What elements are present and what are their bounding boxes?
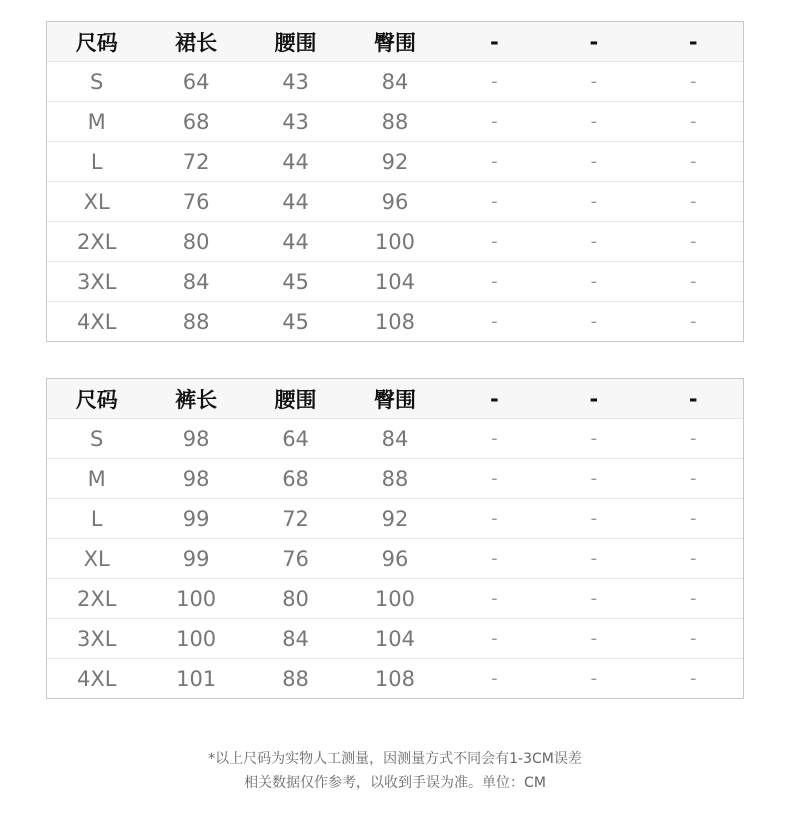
table-cell: - bbox=[689, 508, 697, 529]
table-row bbox=[47, 458, 743, 498]
table-cell: - bbox=[590, 468, 598, 489]
table-cell: - bbox=[491, 71, 498, 92]
table-cell: XL bbox=[83, 189, 110, 214]
table-cell: 76 bbox=[182, 189, 210, 214]
header-cell: - bbox=[490, 386, 499, 411]
table-header-row bbox=[47, 22, 743, 61]
table-cell: 4XL bbox=[76, 666, 117, 691]
table-cell: - bbox=[689, 468, 697, 489]
table-cell: - bbox=[689, 548, 697, 569]
table-cell: - bbox=[689, 628, 697, 649]
table-cell: 44 bbox=[282, 189, 309, 214]
table-cell: - bbox=[491, 668, 498, 689]
table-cell: - bbox=[590, 311, 598, 332]
header-cell: 腰围 bbox=[274, 387, 317, 412]
table-cell: - bbox=[590, 271, 598, 292]
table-header-row bbox=[47, 379, 743, 418]
header-cell: 臀围 bbox=[373, 30, 416, 55]
table-row bbox=[47, 101, 743, 141]
table-row bbox=[47, 578, 743, 618]
table-cell: 108 bbox=[374, 309, 416, 334]
table-cell: 3XL bbox=[76, 269, 117, 294]
header-cell: 裙长 bbox=[175, 30, 218, 55]
table-cell: 64 bbox=[182, 69, 210, 94]
header-cell: 尺码 bbox=[75, 30, 118, 55]
table-cell: 45 bbox=[282, 269, 309, 294]
table-cell: - bbox=[689, 191, 697, 212]
table-row bbox=[47, 61, 743, 101]
table-cell: - bbox=[689, 111, 697, 132]
table-cell: - bbox=[689, 231, 697, 252]
header-cell: - bbox=[688, 386, 698, 411]
table-cell: 88 bbox=[282, 666, 309, 691]
table-cell: - bbox=[689, 428, 697, 449]
table-cell: 98 bbox=[182, 426, 210, 451]
table-cell: 104 bbox=[374, 269, 416, 294]
table-cell: 100 bbox=[176, 626, 217, 651]
table-cell: - bbox=[689, 71, 697, 92]
table-cell: 44 bbox=[282, 149, 309, 174]
table-cell: - bbox=[491, 428, 498, 449]
table-cell: 101 bbox=[176, 666, 217, 691]
table-row bbox=[47, 261, 743, 301]
skirt-size-table bbox=[46, 21, 744, 342]
table-cell: XL bbox=[83, 546, 110, 571]
header-cell: 裤长 bbox=[175, 387, 218, 412]
header-cell: - bbox=[589, 386, 599, 411]
header-cell: 臀围 bbox=[373, 387, 416, 412]
table-cell: 104 bbox=[374, 626, 416, 651]
table-cell: 100 bbox=[374, 229, 416, 254]
table-cell: - bbox=[491, 588, 498, 609]
table-cell: 84 bbox=[381, 426, 409, 451]
table-cell: 3XL bbox=[76, 626, 117, 651]
table-cell: - bbox=[689, 588, 697, 609]
table-cell: S bbox=[90, 426, 104, 451]
table-cell: 108 bbox=[374, 666, 416, 691]
table-cell: - bbox=[590, 231, 598, 252]
table-cell: - bbox=[590, 668, 598, 689]
table-cell: - bbox=[689, 151, 697, 172]
table-cell: - bbox=[491, 508, 498, 529]
table-cell: 44 bbox=[282, 229, 309, 254]
table-cell: - bbox=[590, 111, 598, 132]
table-cell: - bbox=[491, 111, 498, 132]
table-cell: 45 bbox=[282, 309, 309, 334]
measurement-disclaimer: *以上尺码为实物人工测量，因测量方式不同会有1-3CM误差 bbox=[208, 751, 582, 767]
table-cell: 43 bbox=[282, 109, 309, 134]
table-cell: 76 bbox=[282, 546, 309, 571]
header-cell: 尺码 bbox=[75, 387, 118, 412]
table-cell: 98 bbox=[182, 466, 210, 491]
table-cell: - bbox=[491, 468, 498, 489]
table-cell: 88 bbox=[381, 466, 409, 491]
table-cell: M bbox=[87, 466, 106, 491]
table-cell: - bbox=[491, 548, 498, 569]
table-cell: - bbox=[590, 428, 598, 449]
table-cell: 84 bbox=[282, 626, 309, 651]
table-cell: 43 bbox=[282, 69, 309, 94]
table-cell: - bbox=[491, 311, 498, 332]
table-cell: L bbox=[90, 506, 103, 531]
table-cell: 72 bbox=[282, 506, 309, 531]
header-cell: - bbox=[490, 29, 499, 54]
table-cell: 100 bbox=[176, 586, 217, 611]
table-cell: - bbox=[491, 628, 498, 649]
table-cell: - bbox=[590, 191, 598, 212]
table-cell: 84 bbox=[381, 69, 409, 94]
header-cell: - bbox=[688, 29, 698, 54]
table-cell: - bbox=[590, 508, 598, 529]
table-row bbox=[47, 301, 743, 341]
table-row bbox=[47, 141, 743, 181]
table-cell: 2XL bbox=[76, 586, 117, 611]
table-cell: 100 bbox=[374, 586, 416, 611]
table-cell: - bbox=[491, 231, 498, 252]
table-cell: - bbox=[491, 191, 498, 212]
table-row bbox=[47, 538, 743, 578]
table-row bbox=[47, 221, 743, 261]
table-cell: 96 bbox=[381, 189, 409, 214]
table-cell: 2XL bbox=[76, 229, 117, 254]
header-cell: - bbox=[589, 29, 599, 54]
table-cell: - bbox=[590, 628, 598, 649]
table-row bbox=[47, 618, 743, 658]
table-row bbox=[47, 498, 743, 538]
table-cell: 4XL bbox=[76, 309, 117, 334]
pants-size-table bbox=[46, 378, 744, 699]
table-cell: 64 bbox=[282, 426, 309, 451]
table-cell: 99 bbox=[182, 506, 210, 531]
table-cell: M bbox=[87, 109, 106, 134]
table-cell: - bbox=[590, 71, 598, 92]
table-cell: - bbox=[590, 588, 598, 609]
table-cell: 96 bbox=[381, 546, 409, 571]
table-cell: 99 bbox=[182, 546, 210, 571]
table-cell: - bbox=[689, 668, 697, 689]
table-cell: S bbox=[90, 69, 104, 94]
table-cell: - bbox=[590, 548, 598, 569]
table-cell: 68 bbox=[282, 466, 309, 491]
table-cell: L bbox=[90, 149, 103, 174]
table-cell: 92 bbox=[381, 149, 409, 174]
table-row bbox=[47, 658, 743, 698]
table-cell: 88 bbox=[381, 109, 409, 134]
unit-note: 相关数据仅作参考，以收到手误为准。单位：CM bbox=[244, 775, 546, 791]
table-cell: - bbox=[689, 311, 697, 332]
table-cell: - bbox=[689, 271, 697, 292]
table-cell: 80 bbox=[182, 229, 210, 254]
table-row bbox=[47, 181, 743, 221]
table-cell: 92 bbox=[381, 506, 409, 531]
table-row bbox=[47, 418, 743, 458]
table-cell: 72 bbox=[182, 149, 210, 174]
table-cell: - bbox=[491, 151, 498, 172]
table-cell: - bbox=[491, 271, 498, 292]
header-cell: 腰围 bbox=[274, 30, 317, 55]
table-cell: 84 bbox=[182, 269, 210, 294]
table-cell: 80 bbox=[282, 586, 309, 611]
table-cell: 68 bbox=[182, 109, 210, 134]
table-cell: 88 bbox=[182, 309, 210, 334]
table-cell: - bbox=[590, 151, 598, 172]
